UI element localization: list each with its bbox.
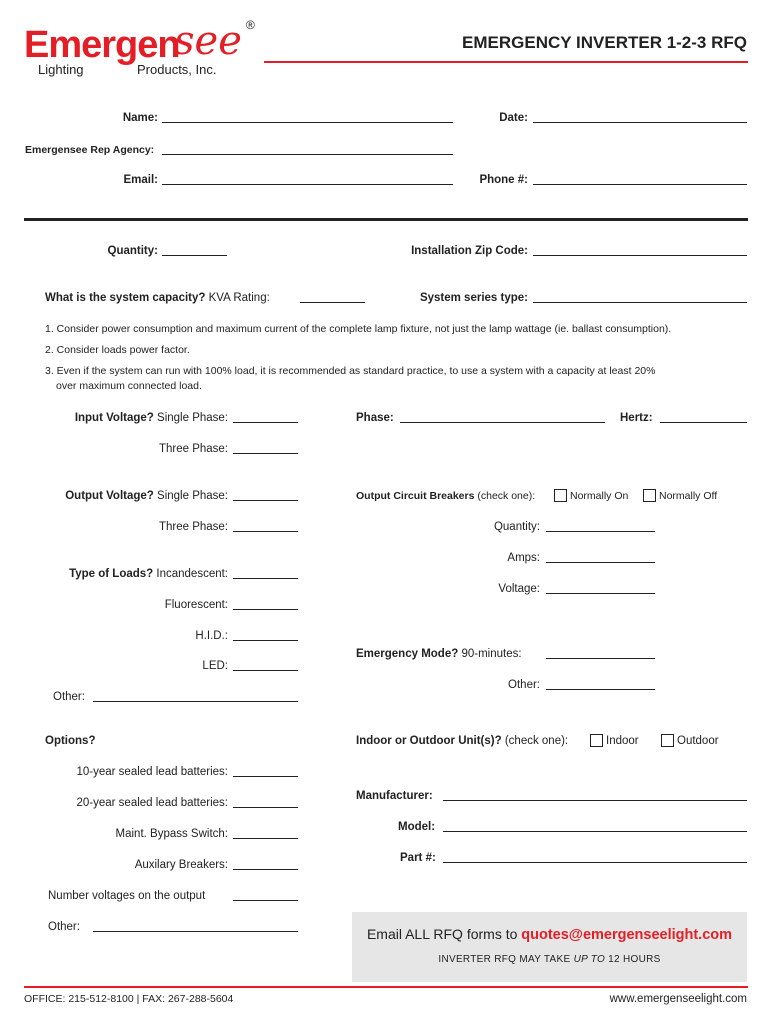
email-note-post: 12 HOURS [608, 954, 661, 965]
zip-field[interactable] [533, 255, 747, 256]
batteries20-label: 20-year sealed lead batteries: [76, 797, 228, 809]
emergency-label: Emergency Mode? [356, 648, 459, 660]
loads-other-label: Other: [53, 691, 85, 703]
breakers-check: (check one): [477, 490, 536, 502]
normally-off-checkbox[interactable] [643, 489, 656, 502]
kva-field[interactable] [300, 302, 365, 303]
input-three-label: Three Phase: [158, 443, 228, 455]
model-label: Model: [398, 821, 436, 833]
unit-row [356, 734, 568, 748]
options-other-label: Other: [48, 921, 80, 933]
bypass-field[interactable] [233, 838, 298, 839]
outdoor-label: Outdoor [677, 735, 719, 747]
logo-brand-main: Emergen [24, 24, 180, 66]
note-1: 1. Consider power consumption and maximum current of the complete lamp fixture, not just the lamp wattage (ie. ballast consumption). [45, 323, 672, 335]
email-label: Email: [123, 174, 158, 186]
output-voltage-label: Output Voltage? [65, 490, 154, 502]
header-rule [264, 61, 748, 63]
unit-label: Indoor or Outdoor Unit(s)? [356, 735, 502, 747]
batteries10-label: 10-year sealed lead batteries: [76, 766, 228, 778]
name-field[interactable] [162, 122, 453, 123]
logo-brand-script: see [174, 18, 242, 64]
breakers-voltage-field[interactable] [546, 593, 655, 594]
note-3: 3. Even if the system can run with 100% load, it is recommended as standard practice, to use a system with a capacity at least 20% [45, 365, 656, 377]
note-3-cont: over maximum connected load. [56, 380, 202, 392]
output-single-label: Single Phase: [157, 490, 228, 502]
batteries10-field[interactable] [233, 776, 298, 777]
voltages-field[interactable] [233, 900, 298, 901]
email-note-pre: INVERTER RFQ MAY TAKE [438, 954, 571, 965]
breakers-quantity-field[interactable] [546, 531, 655, 532]
normally-on-checkbox[interactable] [554, 489, 567, 502]
voltages-label: Number voltages on the output [48, 890, 206, 902]
note-2: 2. Consider loads power factor. [45, 344, 190, 356]
incandescent-label: Incandescent: [156, 568, 228, 580]
incandescent-field[interactable] [233, 578, 298, 579]
breakers-label: Output Circuit Breakers [356, 490, 475, 502]
footer-website[interactable]: www.emergenseelight.com [609, 993, 747, 1005]
agency-label: Emergensee Rep Agency: [25, 144, 155, 156]
date-label: Date: [499, 112, 528, 124]
email-field[interactable] [162, 184, 453, 185]
breakers-amps-field[interactable] [546, 562, 655, 563]
phone-field[interactable] [533, 184, 747, 185]
logo-sub-right: Products, Inc. [137, 62, 217, 77]
capacity-question: What is the system capacity? [45, 292, 206, 304]
options-other-field[interactable] [93, 931, 298, 932]
email-note [352, 954, 747, 965]
quantity-field[interactable] [162, 255, 227, 256]
series-label: System series type: [419, 292, 528, 304]
model-field[interactable] [443, 831, 747, 832]
emergency-minutes-label: 90-minutes: [461, 648, 522, 660]
manufacturer-field[interactable] [443, 800, 747, 801]
output-three-label: Three Phase: [158, 521, 228, 533]
email-callout [352, 912, 747, 982]
logo-registered: ® [246, 18, 255, 32]
emergency-other-label: Other: [508, 679, 540, 691]
agency-field[interactable] [162, 154, 453, 155]
date-field[interactable] [533, 122, 747, 123]
input-single-row [20, 411, 228, 425]
fluorescent-field[interactable] [233, 609, 298, 610]
phase-label: Phase: [356, 412, 394, 424]
logo-sub-left: Lighting [38, 62, 84, 77]
aux-breakers-field[interactable] [233, 869, 298, 870]
aux-breakers-label: Auxilary Breakers: [134, 859, 228, 871]
phone-label: Phone #: [479, 174, 528, 186]
kva-label: KVA Rating: [208, 292, 270, 304]
part-label: Part #: [400, 852, 436, 864]
normally-on-label: Normally On [570, 490, 629, 502]
email-prefix: Email ALL RFQ forms to [366, 926, 518, 942]
zip-label: Installation Zip Code: [411, 245, 528, 257]
unit-check: (check one): [504, 735, 569, 747]
led-field[interactable] [233, 670, 298, 671]
input-single-field[interactable] [233, 422, 298, 423]
breakers-voltage-label: Voltage: [498, 583, 540, 595]
indoor-checkbox[interactable] [590, 734, 603, 747]
page-title: EMERGENCY INVERTER 1-2-3 RFQ [462, 33, 747, 52]
series-field[interactable] [533, 302, 747, 303]
output-three-field[interactable] [233, 531, 298, 532]
breakers-quantity-label: Quantity: [493, 521, 540, 533]
footer-office: OFFICE: 215-512-8100 | FAX: 267-288-5604 [24, 993, 234, 1005]
hid-field[interactable] [233, 640, 298, 641]
hertz-label: Hertz: [620, 412, 653, 424]
manufacturer-label: Manufacturer: [356, 790, 433, 802]
led-label: LED: [202, 660, 228, 672]
email-note-em: UP TO [573, 954, 606, 965]
emergency-other-field[interactable] [546, 689, 655, 690]
part-field[interactable] [443, 862, 747, 863]
loads-other-field[interactable] [93, 701, 298, 702]
bypass-label: Maint. Bypass Switch: [115, 828, 228, 840]
fluorescent-label: Fluorescent: [164, 599, 228, 611]
phase-field[interactable] [400, 422, 605, 423]
name-label: Name: [122, 112, 158, 124]
batteries20-field[interactable] [233, 807, 298, 808]
input-single-label: Single Phase: [157, 412, 228, 424]
hertz-field[interactable] [660, 422, 747, 423]
output-single-row [20, 489, 228, 503]
logo [24, 18, 264, 80]
options-label: Options? [45, 735, 96, 747]
loads-label: Type of Loads? [69, 568, 154, 580]
email-link[interactable]: quotes@emergenseelight.com [521, 927, 733, 943]
indoor-label: Indoor [606, 735, 639, 747]
hid-label: H.I.D.: [195, 630, 228, 642]
capacity-row [45, 291, 270, 305]
emergency-minutes-field[interactable] [546, 658, 655, 659]
output-single-field[interactable] [233, 500, 298, 501]
breakers-row [356, 489, 535, 503]
section-divider [24, 218, 748, 221]
footer-rule [24, 986, 748, 988]
input-three-field[interactable] [233, 453, 298, 454]
emergency-row [356, 647, 522, 661]
input-voltage-label: Input Voltage? [74, 412, 154, 424]
breakers-amps-label: Amps: [507, 552, 540, 564]
email-line [352, 926, 747, 943]
quantity-label: Quantity: [107, 245, 158, 257]
normally-off-label: Normally Off [659, 490, 718, 502]
outdoor-checkbox[interactable] [661, 734, 674, 747]
loads-incandescent-row [20, 567, 228, 581]
